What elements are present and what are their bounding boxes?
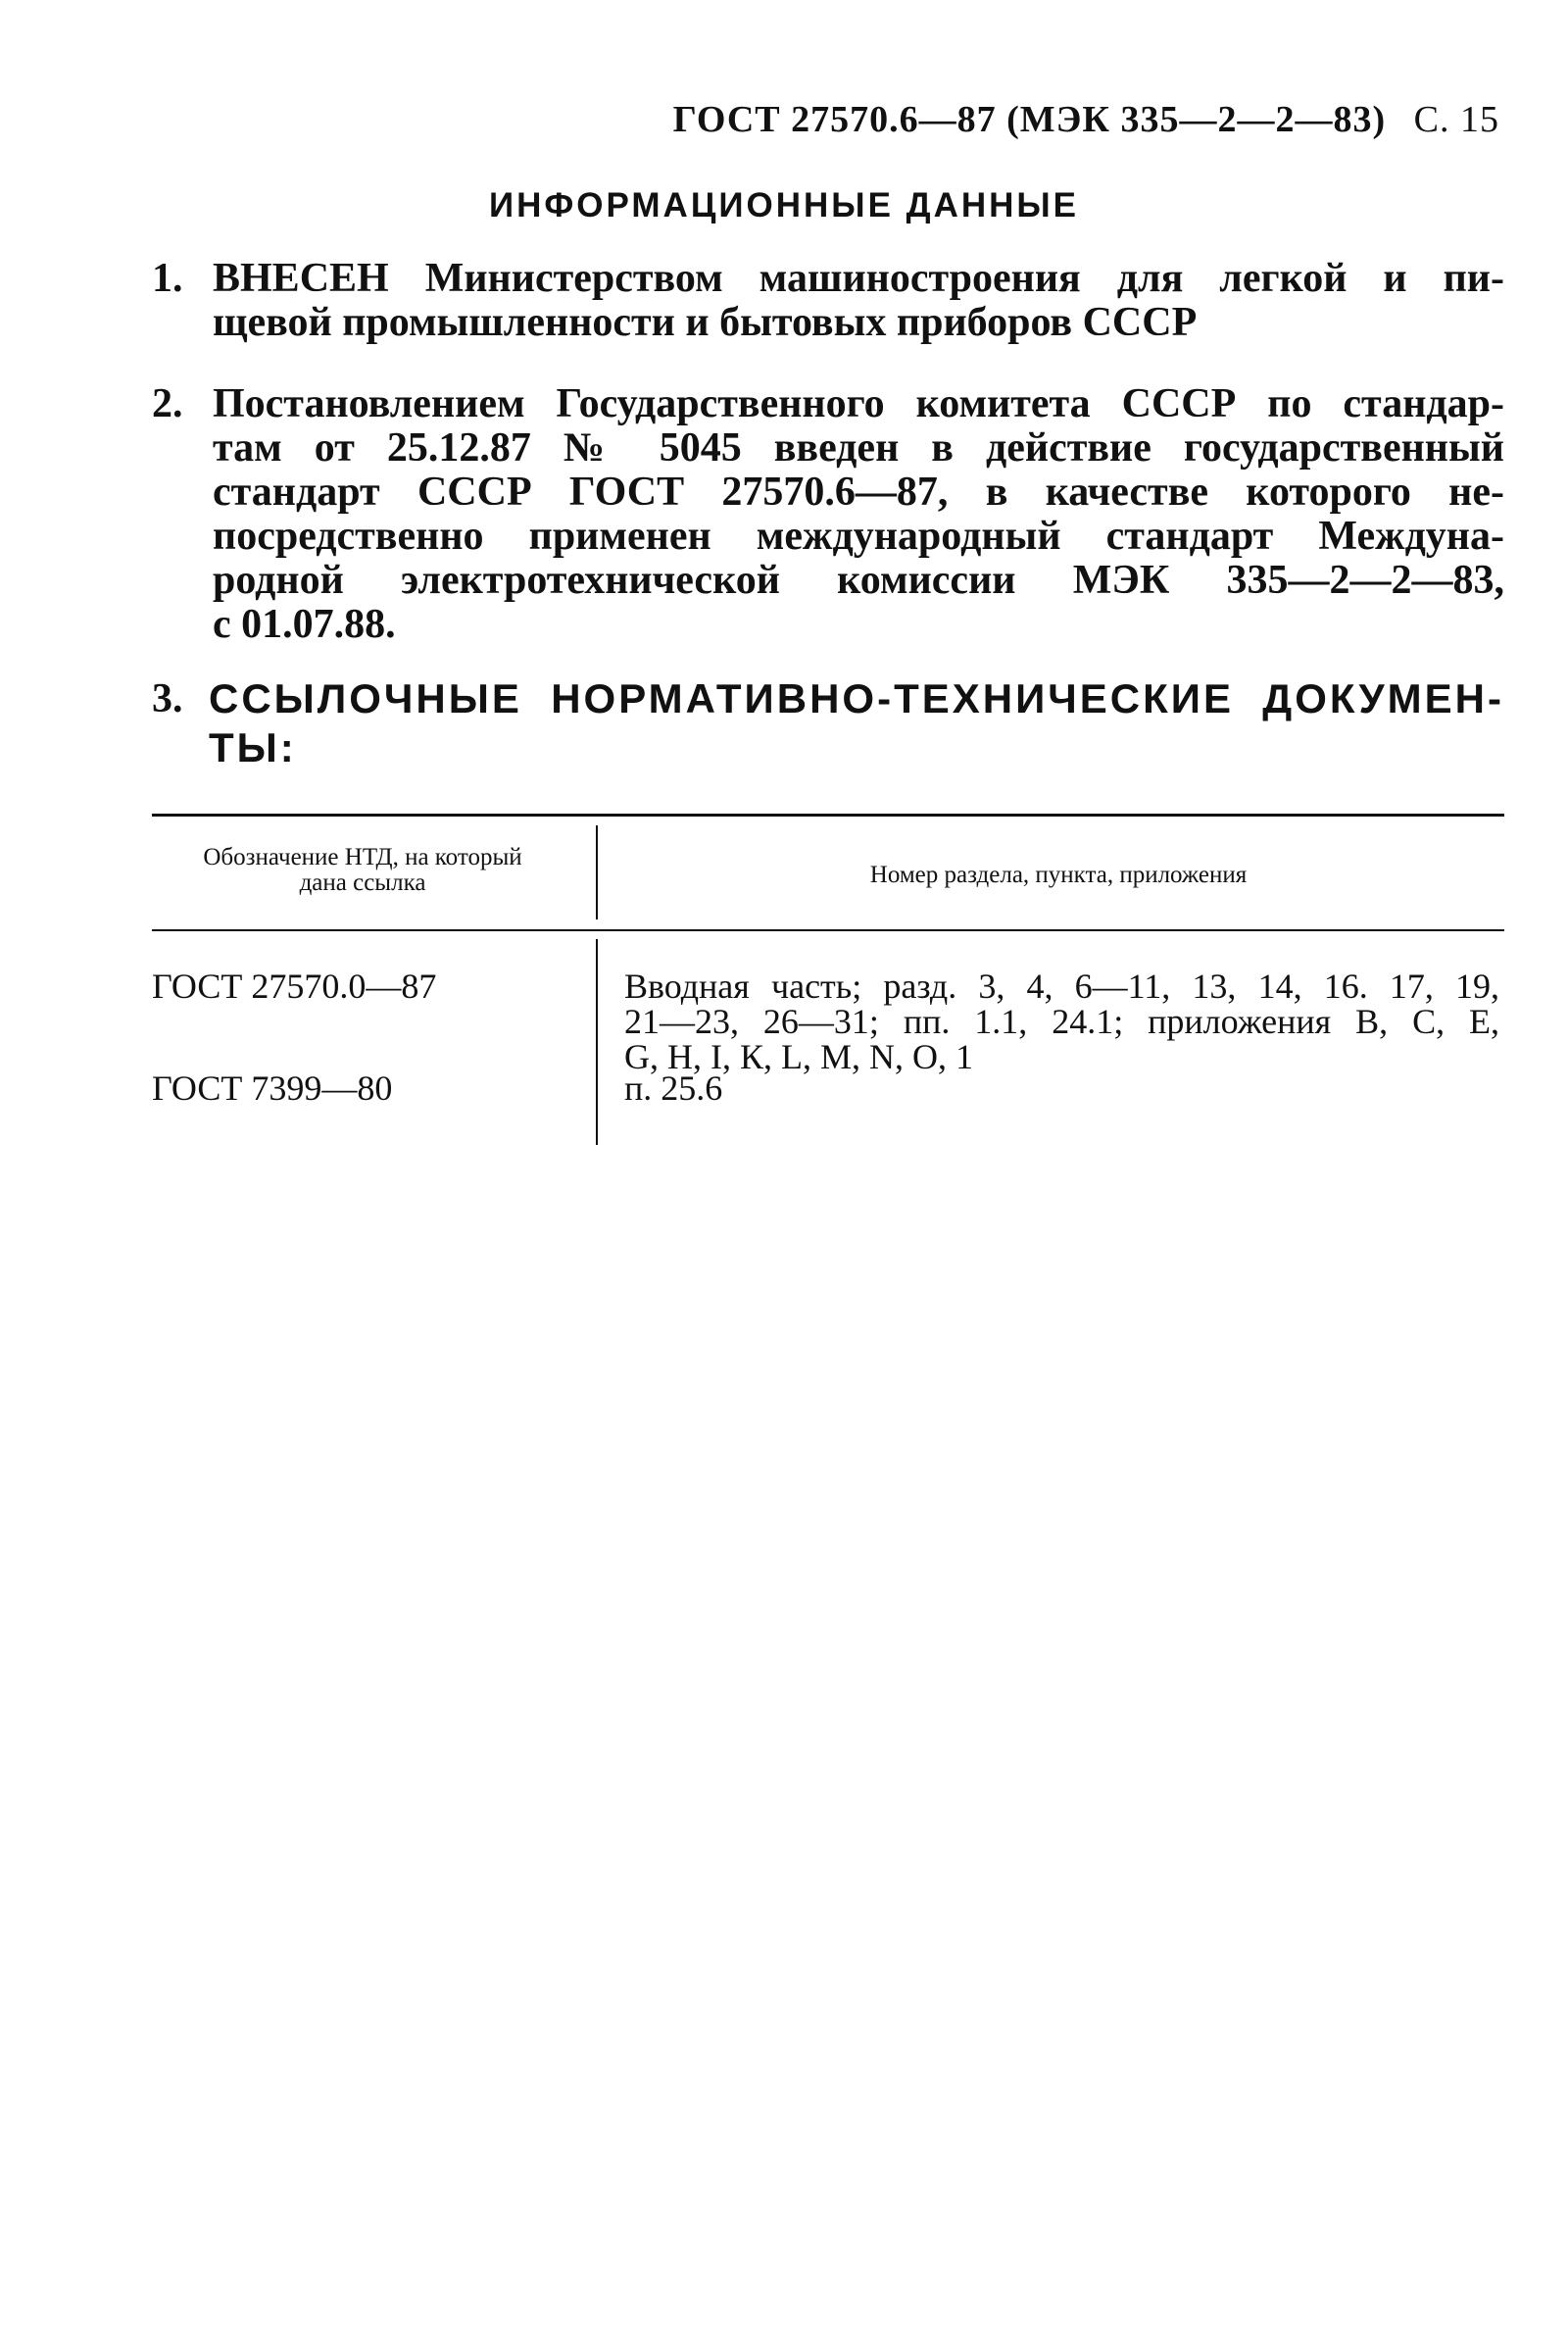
item-line: щевой промышленности и бытовых приборов СССР — [213, 300, 1198, 345]
item-number: 1. — [152, 256, 183, 301]
row-designation: ГОСТ 27570.0—87 — [152, 967, 437, 1006]
page-header — [673, 98, 1499, 141]
row-sections: Вводная часть; разд. 3, 4, 6—11, 13, 14, 16. 17, 19, 21—23, 26—31; пп. 1.1, 24.1; приложения В, С, Е, G, H, I, К, L, М, N, О, 1 — [624, 967, 1499, 1076]
item-line: родной электротехнической комиссии МЭК 335—2—2—83, — [213, 558, 1504, 603]
item-line: стандарт СССР ГОСТ 27570.6—87, в качестве которого не- — [213, 470, 1504, 515]
table-row — [152, 1070, 593, 1106]
info-item-3 — [152, 674, 1504, 772]
info-item-1 — [152, 257, 1504, 345]
item-line: с 01.07.88. — [213, 602, 396, 647]
column-header-sections: Номер раздела, пункта, приложения — [869, 862, 1248, 888]
info-item-2 — [152, 382, 1504, 647]
row-designation: ГОСТ 7399—80 — [152, 1068, 393, 1108]
page-number: С. 15 — [1413, 99, 1499, 140]
section-title: ИНФОРМАЦИОННЫЕ ДАННЫЕ — [488, 186, 1080, 224]
table-top-rule — [152, 814, 1504, 817]
item-line: ТЫ: — [209, 724, 297, 770]
table-header-rule — [152, 929, 1504, 931]
standard-designation: ГОСТ 27570.6—87 (МЭК 335—2—2—83) — [672, 99, 1387, 140]
item-number: 2. — [152, 381, 183, 426]
row-sections: п. 25.6 — [624, 1068, 723, 1108]
item-line: там от 25.12.87 № 5045 введен в действие государственный — [213, 425, 1504, 471]
item-number: 3. — [152, 676, 183, 721]
item-line: ВНЕСЕН Министерством машиностроения для легкой и пи- — [213, 256, 1504, 301]
item-line: посредственно применен международный стандарт Междуна- — [213, 514, 1504, 559]
item-line: ССЫЛОЧНЫЕ НОРМАТИВНО-ТЕХНИЧЕСКИЕ ДОКУМЕН- — [209, 675, 1504, 721]
column-header-designation: Обозначение НТД, на который дана ссылка — [203, 844, 522, 896]
column-divider — [596, 825, 598, 919]
item-line: Постановлением Государственного комитета СССР по стандар- — [213, 381, 1504, 426]
